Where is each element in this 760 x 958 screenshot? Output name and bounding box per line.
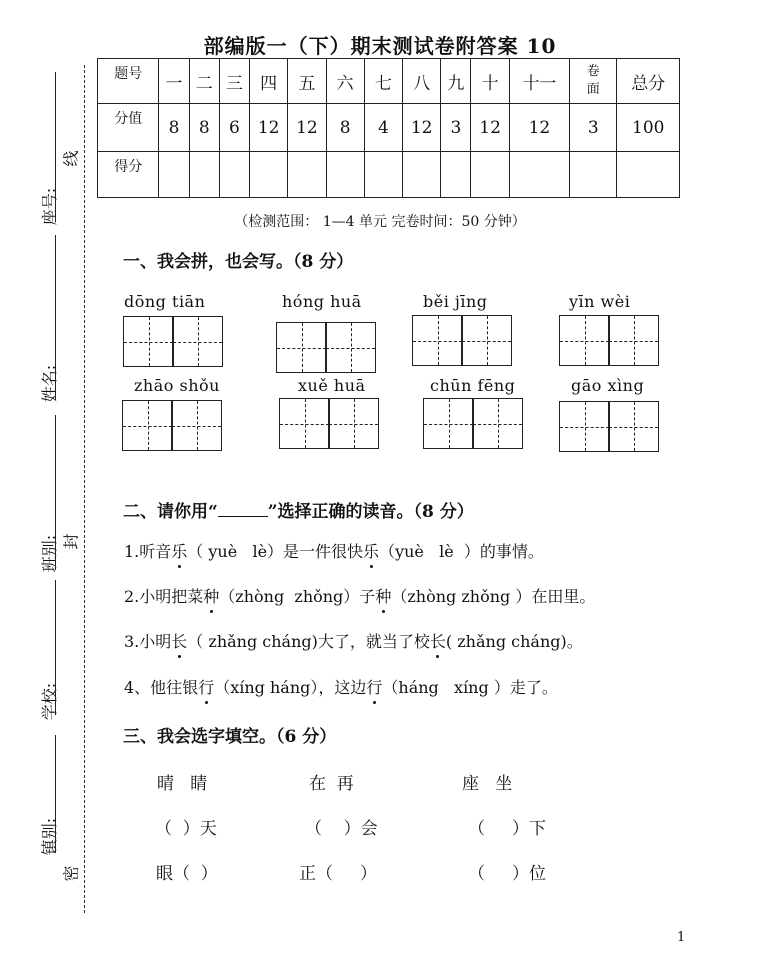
question-text: 1.听音 (124, 542, 172, 561)
question-3 (124, 629, 583, 652)
class-label: 班别: (40, 534, 60, 573)
fill-blank[interactable]: 正（ ） (299, 864, 378, 884)
pinyin-label: gāo xìng (571, 376, 645, 395)
table-cell: 12 (471, 104, 509, 152)
score-entry-cell[interactable] (326, 152, 364, 198)
test-range-note: （检测范围： 1—4 单元 完卷时间：50 分钟） (234, 214, 526, 230)
grid-cell[interactable] (122, 400, 173, 451)
question-text: （xíng háng），这边 (214, 678, 367, 697)
dotted-character[interactable]: 长 (171, 629, 187, 652)
table-header: 题号 (98, 59, 159, 104)
cut-mark-secret: 密 (61, 865, 81, 882)
table-cell: 一 (159, 59, 189, 104)
pinyin-label: chūn fēng (430, 376, 516, 395)
cut-mark-line: 线 (61, 150, 81, 167)
table-cell: 3 (570, 104, 617, 152)
score-entry-cell[interactable] (288, 152, 326, 198)
table-cell: 4 (364, 104, 402, 152)
dot-mark-blank (218, 504, 268, 517)
question-4 (124, 675, 558, 698)
seat-line (55, 72, 56, 222)
section-2-title (123, 497, 474, 522)
grid-cell[interactable] (279, 398, 330, 449)
score-entry-cell[interactable] (364, 152, 402, 198)
grid-cell[interactable] (276, 322, 327, 373)
pinyin-label: zhāo shǒu (134, 376, 220, 395)
class-line (55, 415, 56, 570)
table-cell: 八 (403, 59, 441, 104)
question-text: 4、他往银 (124, 678, 199, 697)
table-cell: 12 (509, 104, 569, 152)
question-1 (124, 539, 544, 562)
writing-grid[interactable] (423, 398, 522, 449)
score-table-row-score (98, 152, 680, 198)
table-cell: 七 (364, 59, 402, 104)
binding-cut-line (84, 65, 85, 913)
section-2-title-post: ”选择正确的读音。（8 分） (267, 502, 474, 522)
table-cell: 九 (441, 59, 471, 104)
question-text: （zhòng zhǒng ）在田里。 (391, 587, 596, 606)
writing-grid[interactable] (559, 401, 658, 452)
score-entry-cell[interactable] (570, 152, 617, 198)
table-cell: 12 (250, 104, 288, 152)
question-text: （ zhǎng cháng)大了，就当了校 (187, 632, 430, 651)
table-cell: 100 (617, 104, 680, 152)
writing-grid[interactable] (279, 398, 378, 449)
score-entry-cell[interactable] (219, 152, 249, 198)
writing-grid[interactable] (412, 315, 511, 366)
school-line (55, 580, 56, 715)
score-entry-cell[interactable] (159, 152, 189, 198)
table-cell: 总分 (617, 59, 680, 104)
dotted-character[interactable]: 行 (366, 675, 382, 698)
page-title: 部编版一（下）期末测试卷附答案 10 (203, 34, 557, 58)
section-2-title-pre: 二、请你用“ (123, 502, 218, 522)
dotted-character[interactable]: 种 (375, 584, 391, 607)
grid-cell[interactable] (412, 315, 463, 366)
fill-blank[interactable]: 眼（ ） (156, 864, 218, 884)
table-cell: 五 (288, 59, 326, 104)
score-entry-cell[interactable] (617, 152, 680, 198)
table-cell: 8 (189, 104, 219, 152)
question-text: （zhòng zhǒng）子 (219, 587, 376, 606)
score-entry-cell[interactable] (441, 152, 471, 198)
cut-mark-seal: 封 (61, 533, 81, 550)
score-table-row-number (98, 59, 680, 104)
grid-cell[interactable] (472, 398, 523, 449)
writing-grid[interactable] (123, 316, 222, 367)
table-cell: 二 (189, 59, 219, 104)
pinyin-label: běi jīng (423, 292, 488, 311)
score-entry-cell[interactable] (189, 152, 219, 198)
town-line (55, 735, 56, 853)
table-cell (570, 59, 617, 104)
writing-grid[interactable] (122, 400, 221, 451)
section-1-title: 一、我会拼，也会写。（8 分） (123, 252, 354, 272)
school-label: 学校: (40, 682, 60, 721)
grid-cell[interactable] (608, 401, 659, 452)
character-pair: 晴 睛 (157, 774, 208, 794)
dotted-character[interactable]: 种 (203, 584, 219, 607)
section-3-title: 三、我会选字填空。（6 分） (123, 727, 337, 747)
writing-grid[interactable] (559, 315, 658, 366)
pinyin-label: hóng huā (282, 292, 362, 311)
name-label: 姓名: (40, 364, 60, 403)
fill-blank[interactable]: （ ）会 (305, 819, 378, 839)
grid-cell[interactable] (325, 322, 376, 373)
table-cell: 8 (326, 104, 364, 152)
question-text: （ yuè lè）是一件很快 (187, 542, 364, 561)
table-header: 分值 (98, 104, 159, 152)
table-header: 得分 (98, 152, 159, 198)
grid-cell[interactable] (423, 398, 474, 449)
dotted-character[interactable]: 行 (198, 675, 214, 698)
table-cell: 六 (326, 59, 364, 104)
grid-cell[interactable] (171, 400, 222, 451)
dotted-character[interactable]: 乐 (363, 539, 379, 562)
table-cell: 四 (250, 59, 288, 104)
grid-cell[interactable] (559, 401, 610, 452)
score-entry-cell[interactable] (403, 152, 441, 198)
score-table (97, 58, 680, 198)
table-cell: 3 (441, 104, 471, 152)
table-cell: 6 (219, 104, 249, 152)
question-text: ( zhǎng cháng)。 (445, 632, 583, 651)
seat-label: 座号: (40, 187, 60, 226)
question-text: 2.小明把菜 (124, 587, 204, 606)
score-entry-cell[interactable] (509, 152, 569, 198)
pinyin-label: yīn wèi (569, 292, 631, 311)
fill-blank[interactable]: （ ）天 (155, 819, 217, 839)
name-line (55, 235, 56, 400)
question-text: （háng xíng ）走了。 (382, 678, 558, 697)
grid-cell[interactable] (172, 316, 223, 367)
score-entry-cell[interactable] (471, 152, 509, 198)
character-pair: 在 再 (309, 774, 354, 794)
table-cell: 12 (288, 104, 326, 152)
pinyin-label: xuě huā (298, 376, 366, 395)
question-2 (124, 584, 595, 607)
table-cell: 8 (159, 104, 189, 152)
score-table-row-points (98, 104, 680, 152)
dotted-character[interactable]: 乐 (171, 539, 187, 562)
question-text: 3.小明 (124, 632, 172, 651)
dotted-character[interactable]: 长 (430, 629, 446, 652)
table-cell-text: 卷面 (586, 64, 600, 97)
grid-cell[interactable] (559, 315, 610, 366)
character-pair: 座 坐 (462, 774, 513, 794)
grid-cell[interactable] (608, 315, 659, 366)
town-label: 镇别: (40, 817, 60, 856)
grid-cell[interactable] (328, 398, 379, 449)
question-text: （yuè lè ）的事情。 (379, 542, 544, 561)
page-number: 1 (677, 930, 686, 945)
grid-cell[interactable] (461, 315, 512, 366)
table-cell: 十 (471, 59, 509, 104)
pinyin-label: dōng tiān (124, 292, 206, 311)
table-cell: 三 (219, 59, 249, 104)
writing-grid[interactable] (276, 322, 375, 373)
table-cell: 12 (403, 104, 441, 152)
table-cell: 十一 (509, 59, 569, 104)
score-entry-cell[interactable] (250, 152, 288, 198)
grid-cell[interactable] (123, 316, 174, 367)
fill-blank[interactable]: （ ）位 (468, 864, 547, 884)
fill-blank[interactable]: （ ）下 (468, 819, 547, 839)
